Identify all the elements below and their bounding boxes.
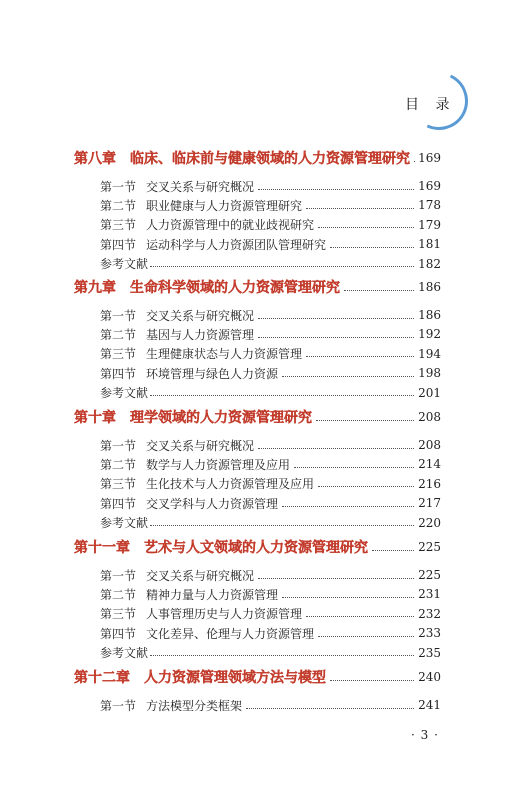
section-page: 225 <box>418 568 441 582</box>
section-number: 第三节 <box>100 477 137 492</box>
section-entry[interactable] <box>100 624 441 642</box>
leader-dots <box>258 578 414 579</box>
leader-dots <box>282 376 414 377</box>
section-title: 交叉关系与研究概况 <box>146 438 255 453</box>
section-number: 第一节 <box>100 698 137 713</box>
section-page: 201 <box>418 385 441 400</box>
section-entry[interactable] <box>100 514 441 532</box>
section-page: 186 <box>418 308 441 322</box>
chapter-number: 第十章 <box>74 410 116 426</box>
section-title: 文化差异、伦理与人力资源管理 <box>146 626 315 641</box>
chapter-title: 理学领域的人力资源管理研究 <box>130 410 312 426</box>
section-title: 职业健康与人力资源管理研究 <box>146 198 303 213</box>
section-number: 第二节 <box>100 198 137 213</box>
section-title: 数学与人力资源管理及应用 <box>146 457 291 472</box>
section-number: 参考文献 <box>100 386 149 401</box>
section-page: 231 <box>418 587 441 602</box>
chapter-page: 240 <box>418 670 441 684</box>
section-page: 208 <box>418 438 441 452</box>
section-title: 运动科学与人力资源团队管理研究 <box>146 237 327 252</box>
leader-dots <box>282 597 414 598</box>
section-page: 220 <box>418 515 441 530</box>
section-number: 第三节 <box>100 218 137 233</box>
leader-dots <box>150 525 414 526</box>
section-page: 182 <box>418 256 441 271</box>
section-entry[interactable] <box>100 644 441 662</box>
chapter-number: 第八章 <box>74 151 116 167</box>
leader-dots <box>150 395 414 396</box>
chapter-title: 生命科学领域的人力资源管理研究 <box>130 280 340 296</box>
leader-dots <box>318 486 414 487</box>
leader-dots <box>294 467 414 468</box>
chapter-number: 第九章 <box>74 280 116 296</box>
section-title: 交叉关系与研究概况 <box>146 568 255 583</box>
section-title: 精神力量与人力资源管理 <box>146 587 279 602</box>
section-entry[interactable] <box>100 494 441 512</box>
section-entry[interactable] <box>100 455 441 473</box>
section-title: 环境管理与绿色人力资源 <box>146 366 279 381</box>
section-entry[interactable] <box>100 605 441 623</box>
leader-dots <box>150 655 414 656</box>
section-entry[interactable] <box>100 585 441 603</box>
section-page: 181 <box>418 237 441 252</box>
section-entry[interactable] <box>100 566 441 584</box>
section-title: 交叉关系与研究概况 <box>146 179 255 194</box>
section-page: 217 <box>418 496 441 511</box>
section-page: 169 <box>418 179 441 193</box>
section-entry[interactable] <box>100 384 441 402</box>
section-page: 214 <box>418 457 441 472</box>
section-number: 第四节 <box>100 496 137 511</box>
chapter-entry[interactable] <box>74 406 441 428</box>
section-number: 第四节 <box>100 237 137 252</box>
section-entry[interactable] <box>100 475 441 493</box>
section-page: 232 <box>418 606 441 621</box>
leader-dots <box>258 318 414 319</box>
section-page: 198 <box>418 366 441 381</box>
leader-dots <box>372 550 414 551</box>
page-title: 目 录 <box>405 97 456 113</box>
section-page: 233 <box>418 626 441 641</box>
section-page: 178 <box>418 198 441 213</box>
section-entry[interactable] <box>100 306 441 324</box>
leader-dots <box>330 680 414 681</box>
section-entry[interactable] <box>100 216 441 234</box>
leader-dots <box>344 290 414 291</box>
leader-dots <box>246 708 414 709</box>
chapter-entry[interactable] <box>74 147 441 169</box>
section-page: 179 <box>418 217 441 232</box>
section-page: 216 <box>418 476 441 491</box>
chapter-entry[interactable] <box>74 276 441 298</box>
section-entry[interactable] <box>100 364 441 382</box>
leader-dots <box>318 636 414 637</box>
section-entry[interactable] <box>100 696 441 714</box>
chapter-number: 第十一章 <box>74 540 130 556</box>
chapter-page: 225 <box>418 540 441 554</box>
chapter-number: 第十二章 <box>74 670 130 686</box>
section-number: 第四节 <box>100 626 137 641</box>
leader-dots <box>282 506 414 507</box>
chapter-title: 临床、临床前与健康领域的人力资源管理研究 <box>130 151 410 167</box>
section-title: 基因与人力资源管理 <box>146 327 255 342</box>
section-title: 生化技术与人力资源管理及应用 <box>146 477 315 492</box>
leader-dots <box>330 247 414 248</box>
section-entry[interactable] <box>100 235 441 253</box>
page-number: · 3 · <box>411 728 439 742</box>
leader-dots <box>306 208 414 209</box>
chapter-page: 169 <box>418 151 441 165</box>
chapter-entry[interactable] <box>74 666 441 688</box>
section-number: 参考文献 <box>100 516 149 531</box>
chapter-title: 人力资源管理领域方法与模型 <box>144 670 326 686</box>
leader-dots <box>258 448 414 449</box>
chapter-page: 208 <box>418 410 441 424</box>
section-title: 生理健康状态与人力资源管理 <box>146 347 303 362</box>
section-number: 第四节 <box>100 366 137 381</box>
section-number: 第一节 <box>100 438 137 453</box>
section-number: 第一节 <box>100 179 137 194</box>
section-entry[interactable] <box>100 325 441 343</box>
section-page: 235 <box>418 645 441 660</box>
section-page: 194 <box>418 346 441 361</box>
section-title: 交叉关系与研究概况 <box>146 308 255 323</box>
chapter-title: 艺术与人文领域的人力资源管理研究 <box>144 540 368 556</box>
section-entry[interactable] <box>100 196 441 214</box>
section-number: 参考文献 <box>100 257 149 272</box>
leader-dots <box>306 356 414 357</box>
chapter-page: 186 <box>418 280 441 294</box>
section-number: 第二节 <box>100 327 137 342</box>
section-page: 192 <box>418 327 441 342</box>
section-entry[interactable] <box>100 345 441 363</box>
leader-dots <box>316 420 414 421</box>
leader-dots <box>306 616 414 617</box>
section-title: 人事管理历史与人力资源管理 <box>146 607 303 622</box>
section-number: 第三节 <box>100 347 137 362</box>
section-entry[interactable] <box>100 436 441 454</box>
section-entry[interactable] <box>100 255 441 273</box>
leader-dots <box>258 337 414 338</box>
section-number: 参考文献 <box>100 646 149 661</box>
section-number: 第二节 <box>100 587 137 602</box>
section-number: 第三节 <box>100 607 137 622</box>
section-title: 交叉学科与人力资源管理 <box>146 496 279 511</box>
leader-dots <box>258 189 414 190</box>
section-page: 241 <box>418 698 441 712</box>
chapter-entry[interactable] <box>74 536 441 558</box>
section-number: 第一节 <box>100 568 137 583</box>
leader-dots <box>150 266 414 267</box>
section-title: 方法模型分类框架 <box>146 698 243 713</box>
section-number: 第一节 <box>100 308 137 323</box>
leader-dots <box>318 227 414 228</box>
section-number: 第二节 <box>100 457 137 472</box>
section-entry[interactable] <box>100 177 441 195</box>
section-title: 人力资源管理中的就业歧视研究 <box>146 218 315 233</box>
